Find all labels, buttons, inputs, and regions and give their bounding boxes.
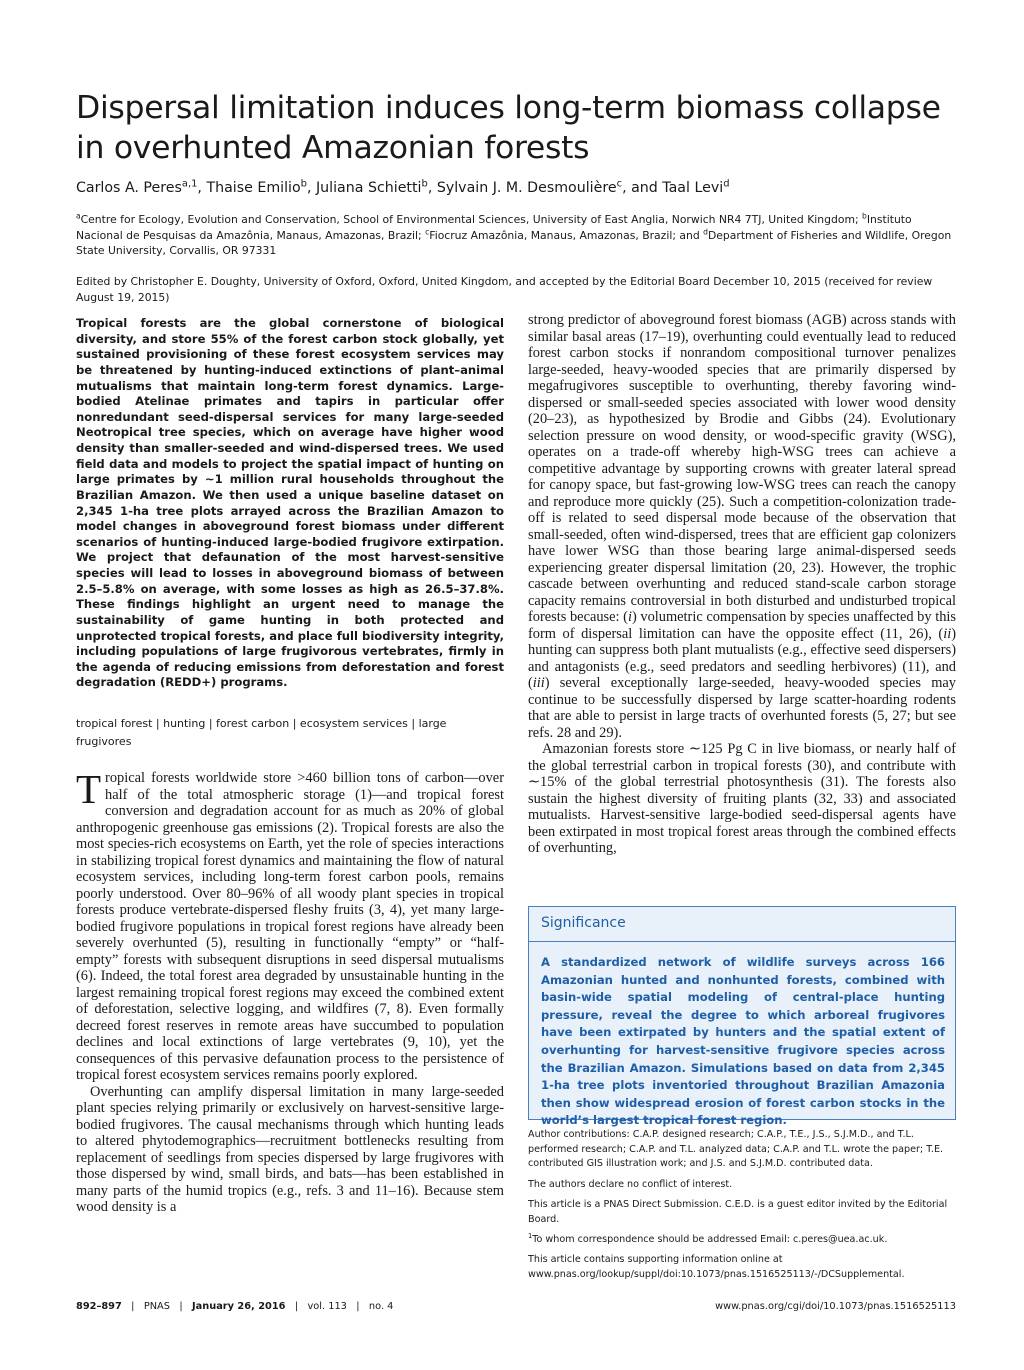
author-affiliation-marker: c xyxy=(616,178,623,190)
supporting-info-note: This article contains supporting information online at www.pnas.org/lookup/suppl/doi:10.1073/pnas.1516525113/-/DCSupplemental. xyxy=(528,1253,905,1280)
significance-box xyxy=(528,906,956,1128)
affiliation-marker: c xyxy=(425,226,430,236)
conflict-statement: The authors declare no conflict of interest. xyxy=(528,1178,733,1190)
affiliations xyxy=(76,212,956,259)
drop-cap: T xyxy=(76,766,102,812)
footer-volume: vol. 113 xyxy=(307,1301,347,1312)
affiliation-marker: a xyxy=(76,211,81,221)
keywords: tropical forest | hunting | forest carbon | ecosystem services | large frugivores xyxy=(76,717,447,748)
body-paragraph-text: ropical forests worldwide store >460 billion tons of carbon—over half of the total atmospheric storage (1)—and tropical forest conversion and degradation account for as much as 20% of global anthropogenic greenhouse gas emissions (2). Tropical forests are also the most species-rich ecosystems on Earth, yet the role of species interactions in stabilizing tropical forest dynamics and maintaining the flow of natural ecosystem services, including long-term forest carbon pools, remains poorly understood. Over 80–96% of all woody plant species in tropical forests produce vertebrate-dispersed fleshy fruits (3, 4), yet many large-bodied frugivore populations in tropical forest regions have already been severely overhunted (5), resulting in functionally “empty” or “half-empty” forests with subsequent disruptions in seed dispersal mutualisms (6). Indeed, the total forest area degraded by unsustainable hunting in the largest remaining tropical forest regions may exceed the combined extent of deforestation, selective logging, and wildfires (7, 8). Even formally decreed forest reserves in remote areas have succumbed to population declines and local extinctions of large vertebrates (9, 10), yet the consequences of this pervasive defaunation process to the persistence of tropical forest ecosystem services remains poorly explored. xyxy=(76,770,504,1083)
author-name: Thaise Emilio xyxy=(206,180,301,196)
author-affiliation-marker: d xyxy=(723,178,730,190)
author-notes xyxy=(528,1128,956,1288)
author-affiliation-marker: b xyxy=(421,178,428,190)
significance-text: A standardized network of wildlife surveys across 166 Amazonian hunted and nonhunted forests, combined with basin-wide spatial modeling of central-place hunting pressure, reveal the degree to which arboreal frugivores have been extirpated by hunters and the spatial extent of overhunting for harvest-sensitive frugivore species across the Brazilian Amazon. Simulations based on data from 2,345 1-ha tree plots inventoried throughout Brazilian Amazonia then show widespread erosion of forest carbon stocks in the world’s largest tropical forest region. xyxy=(541,955,945,1128)
author-contributions: Author contributions: C.A.P. designed research; C.A.P., T.E., J.S., S.J.M.D., and T.L. performed research; C.A.P. and T.L. analyzed data; C.A.P. and T.L. wrote the paper; T.E. contributed GIS illustration work; and J.S. and S.J.M.D. contributed data. xyxy=(528,1129,944,1170)
author-name: Sylvain J. M. Desmoulière xyxy=(436,180,617,196)
author-affiliation-marker: b xyxy=(300,178,307,190)
edited-by-line: Edited by Christopher E. Doughty, University of Oxford, Oxford, United Kingdom, and accepted by the Editorial Board December 10, 2015 (received for review August 19, 2015) xyxy=(76,275,933,304)
author-affiliation-marker: a,1 xyxy=(181,178,198,190)
significance-divider xyxy=(529,941,955,942)
body-paragraph: strong predictor of aboveground forest biomass (AGB) across stands with similar basal areas (17–19), overhunting could eventually lead to reduced forest carbon stocks if nonrandom compositional turnover penalizes large-seeded, heavy-wooded species that are primarily dispersed by megafrugivores susceptible to overhunting, thereby favoring wind-dispersed or small-seeded species associated with lower wood density (20–23), as hypothesized by Brodie and Gibbs (24). Evolutionary selection pressure on wood density, or wood-specific gravity (WSG), operates on a trade-off whereby high-WSG trees can achieve a competitive advantage by supporting crowns with greater lateral spread for canopy space, but fast-growing low-WSG trees can reach the canopy and reproduce more quickly (25). Such a competition-colonization trade-off is related to seed dispersal mode because of the observation that small-seeded, often wind-dispersed, trees that are efficient gap colonizers have lower WSG than those bearing large animal-dispersed seeds experiencing greater dispersal limitation (20, 23). However, the trophic cascade between overhunting and reduced stand-scale carbon storage capacity remains controversial in both disturbed and undisturbed tropical forests because: (i) volumetric compensation by species unaffected by this form of dispersal limitation can have the opposite effect (11, 26), (ii) hunting can suppress both plant mutualists (e.g., effective seed dispersers) and antagonists (e.g., seed predators and seedling herbivores) (11), and (iii) several exceptionally large-seeded, heavy-wooded species may continue to be successfully dispersed by large scatter-hoarding rodents that are able to persist in large tracts of overhunted forests (5, 27; but see refs. 28 and 29). xyxy=(528,312,956,741)
correspondence-marker: 1 xyxy=(528,1231,533,1240)
footer-pages: 892–897 xyxy=(76,1301,122,1312)
affiliation-text: Instituto Nacional de Pesquisas da Amazônia, Manaus, Amazonas, Brazil; xyxy=(76,213,912,242)
body-paragraph: Amazonian forests store ∼125 Pg C in live biomass, or nearly half of the global terrestrial carbon in tropical forests (30), and contribute with ∼15% of the global terrestrial photosynthesis (31). The forests also sustain the highest diversity of fruiting plants (32, 33) and associated mutualists. Harvest-sensitive large-bodied seed-dispersal agents have been extirpated in most tropical forest areas through the combined effects of overhunting, xyxy=(528,741,956,856)
affiliation-marker: d xyxy=(703,226,708,236)
body-paragraph xyxy=(76,766,504,1084)
footer-date: January 26, 2016 xyxy=(191,1301,286,1312)
affiliation-text: Department of Fisheries and Wildlife, Oregon State University, Corvallis, OR 97331 xyxy=(76,228,952,257)
affiliation-text: Centre for Ecology, Evolution and Conservation, School of Environmental Sciences, University of East Anglia, Norwich NR4 7TJ, United Kingdom; xyxy=(80,213,863,226)
correspondence-note xyxy=(528,1233,956,1248)
author-name: Carlos A. Peres xyxy=(76,180,182,196)
footer-citation: 892–897 | PNAS | January 26, 2016 | vol. 113 | no. 4 xyxy=(76,1301,394,1312)
significance-heading: Significance xyxy=(541,915,626,931)
submission-note: This article is a PNAS Direct Submission. C.E.D. is a guest editor invited by the Editorial Board. xyxy=(528,1198,948,1225)
footer-number: no. 4 xyxy=(368,1301,394,1312)
body-column-right xyxy=(528,312,956,857)
author-list: Carlos A. Peres$^{a,1}$, Thaise Emilio$^b$, Juliana Schietti$^b$, Sylvain J. M. Desmoulière$^c$, and Taal Levi$^d$ xyxy=(76,178,730,196)
body-column-left xyxy=(76,766,504,1216)
article-title: Dispersal limitation induces long-term biomass collapse in overhunted Amazonian forests xyxy=(76,90,941,166)
author-name: Taal Levi xyxy=(662,180,724,196)
affiliation-marker: b xyxy=(862,211,867,221)
footer-journal: PNAS xyxy=(143,1301,170,1312)
abstract: Tropical forests are the global cornerstone of biological diversity, and store 55% of the forest carbon stock globally, yet sustained provisioning of these forest ecosystem services may be threatened by hunting-induced extinctions of plant–animal mutualisms that maintain long-term forest dynamics. Large-bodied Atelinae primates and tapirs in particular offer nonredundant seed-dispersal services for many large-seeded Neotropical tree species, which on average have higher wood density than smaller-seeded and wind-dispersed trees. We used field data and models to project the spatial impact of hunting on large primates by ∼1 million rural households throughout the Brazilian Amazon. We then used a unique baseline dataset on 2,345 1-ha tree plots arrayed across the Brazilian Amazon to model changes in aboveground forest biomass under different scenarios of hunting-induced large-bodied frugivore extirpation. We project that defaunation of the most harvest-sensitive species will lead to losses in aboveground biomass of between 2.5–5.8% on average, with some losses as high as 26.5–37.8%. These findings highlight an urgent need to manage the sustainability of game hunting in both protected and unprotected tropical forests, and place full biodiversity integrity, including populations of large frugivorous vertebrates, firmly in the agenda of reducing emissions from deforestation and forest degradation (REDD+) programs. xyxy=(76,316,504,690)
affiliation-text: Fiocruz Amazônia, Manaus, Amazonas, Brazil; and xyxy=(429,228,704,242)
author-name: Juliana Schietti xyxy=(316,180,422,196)
body-paragraph: Overhunting can amplify dispersal limitation in many large-seeded plant species relying primarily or exclusively on harvest-sensitive large-bodied frugivores. The causal mechanisms through which hunting leads to altered phytodemographics—recruitment bottlenecks resulting from replacement of seedlings from species dispersed by large frugivores with those dispersed by wind, small birds, and bats—has been established in many parts of the humid tropics (e.g., refs. 3 and 11–16). Because stem wood density is a xyxy=(76,1083,504,1215)
correspondence-text: To whom correspondence should be addressed Email: c.peres@uea.ac.uk. xyxy=(532,1233,888,1245)
footer-doi-link[interactable]: www.pnas.org/cgi/doi/10.1073/pnas.1516525113 xyxy=(715,1301,956,1312)
